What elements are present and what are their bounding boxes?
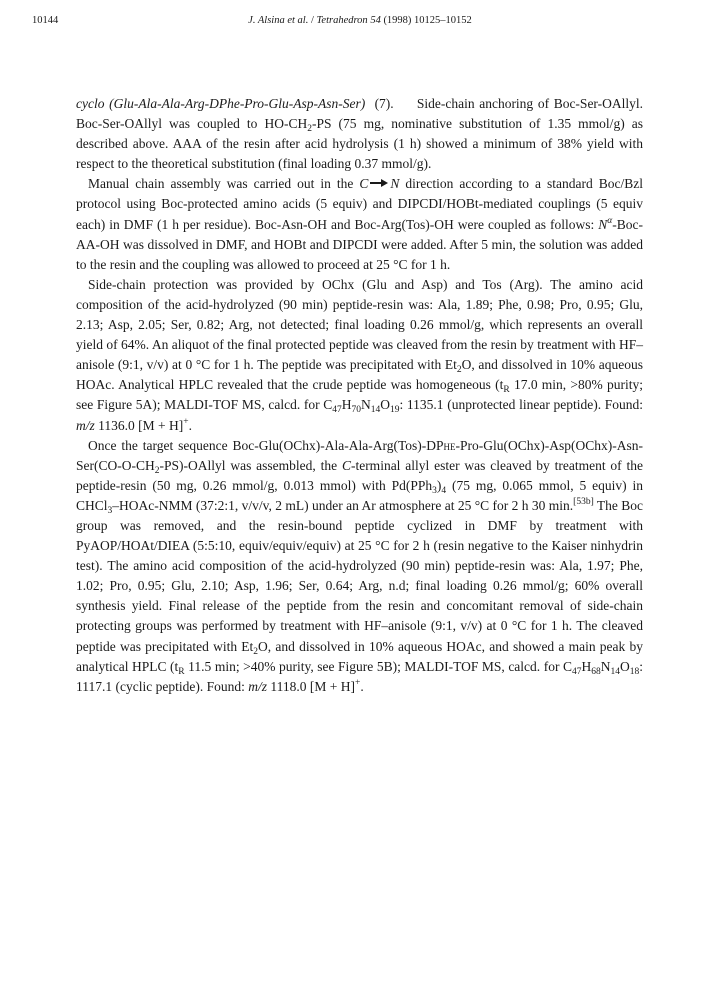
header-separator: /: [308, 15, 317, 26]
paragraph-cyclization: Once the target sequence Boc-$Glu(OChx)-Ala-Ala-Arg(Tos)-DPhe-Pro-Glu(OChx)-Asp(OChx)-Asn-Ser(CO-O-CH_2-PS)$-OAllyl was assembled, the C-terminal allyl ester was cleaved by treatment of the peptide-resin (50 mg, 0.26 mmol/g, 0.013 mmol) with $Pd(PPh_3)_4$ (75 mg, 0.065 mmol, 5 equiv) in CHCl$_3$–HOAc-NMM (37:2:1, v/v/v, 2 mL) under an Ar atmosphere at 25 °C for 2 h 30 min.[53b] The Boc group was removed, and the resin-bound peptide cyclized in DMF by treatment with PyAOP/HOAt/DIEA (5:5:10, equiv/equiv/equiv) at 25 °C for 2 h (resin negative to the Kaiser ninhydrin test). The amino acid composition of the acid-hydrolyzed (90 min) peptide-resin was: Ala, 1.97; Phe, 1.02; Pro, 0.95; Glu, 2.10; Asp, 1.96; Ser, 0.64; Arg, n.d; final loading 0.26 mmol/g; 60% overall synthesis yield. Final release of the peptide from the resin and concomitant removal of side-chain protecting groups was performed by treatment with HF–anisole (9:1, v/v) at 0 °C for 1 h. The cleaved peptide was precipitated with $Et_2O$, and dissolved in 10% aqueous HOAc, and showed a main peak by analytical HPLC ($t_R$ 11.5 min; >40% purity, see Figure 5B); MALDI-TOF MS, calcd. for $C_{47}H_{68}N_{14}O_{18}$: 1117.1 (cyclic peptide). Found: m/z 1118.0 [M + H]+.: [76, 437, 643, 694]
page-number: 10144: [32, 15, 59, 26]
article-body: [76, 94, 643, 697]
running-title: [32, 14, 688, 28]
header-pages: (1998) 10125–10152: [383, 15, 472, 26]
header-authors: J. Alsina et al.: [248, 15, 309, 26]
paragraph-chain-assembly: Manual chain assembly was carried out in the C N direction according to a standard Boc/Bzl protocol using Boc-protected amino acids (5 equiv) and DIPCDI/HOBt-mediated couplings (5 equiv each) in DMF (1 h per residue). Boc-Asn-OH and Boc-Arg(Tos)-OH were coupled as follows: $N^\alpha-Boc-AA-OH$ was dissolved in DMF, and HOBt and DIPCDI were added. After 5 min, the solution was added to the resin and the coupling was allowed to proceed at 25 °C for 1 h.: [76, 176, 643, 272]
header-volume: 54: [370, 15, 381, 26]
header-journal: Tetrahedron: [316, 15, 368, 26]
reference-citation: [53b]: [573, 496, 594, 507]
right-arrow-icon: [370, 179, 388, 187]
compound-title: cyclo (Glu-Ala-Ala-Arg-DPhe-Pro-Glu-Asp-Asn-Ser): [76, 96, 366, 111]
compound-number: (7).: [374, 96, 394, 111]
paragraph-side-chain-protection: Side-chain protection was provided by OChx (Glu and Asp) and Tos (Arg). The amino acid composition of the acid-hydrolyzed (90 min) peptide-resin was: Ala, 1.89; Phe, 0.98; Pro, 0.95; Glu, 2.13; Asp, 2.05; Ser, 0.82; Arg, not detected; final loading 0.26 mmol/g, which represents an overall yield of 64%. An aliquot of the final protected peptide was cleaved from the resin by treatment with HF–anisole (9:1, v/v) at 0 °C for 1 h. The peptide was precipitated with $Et_2O$, and dissolved in 10% aqueous HOAc. Analytical HPLC revealed that the crude peptide was homogeneous ($t_R$ 17.0 min, >80% purity; see Figure 5A); MALDI-TOF MS, calcd. for $C_{47}H_{70}N_{14}O_{19}$: 1135.1 (unprotected linear peptide). Found: m/z 1136.0 [M + H]+.: [76, 276, 644, 433]
paragraph-synthesis-7: cyclo (Glu-Ala-Ala-Arg-DPhe-Pro-Glu-Asp-Asn-Ser) (7). Side-chain anchoring of Boc-Ser-OAllyl. Boc-Ser-OAllyl was coupled to $HO-CH_2-PS$ (75 mg, nominative substitution of 1.35 mmol/g) as described above. AAA of the resin after acid hydrolysis (1 h) showed a minimum of 38% yield with respect to the theoretical substitution (final loading 0.37 mmol/g).: [76, 96, 644, 172]
